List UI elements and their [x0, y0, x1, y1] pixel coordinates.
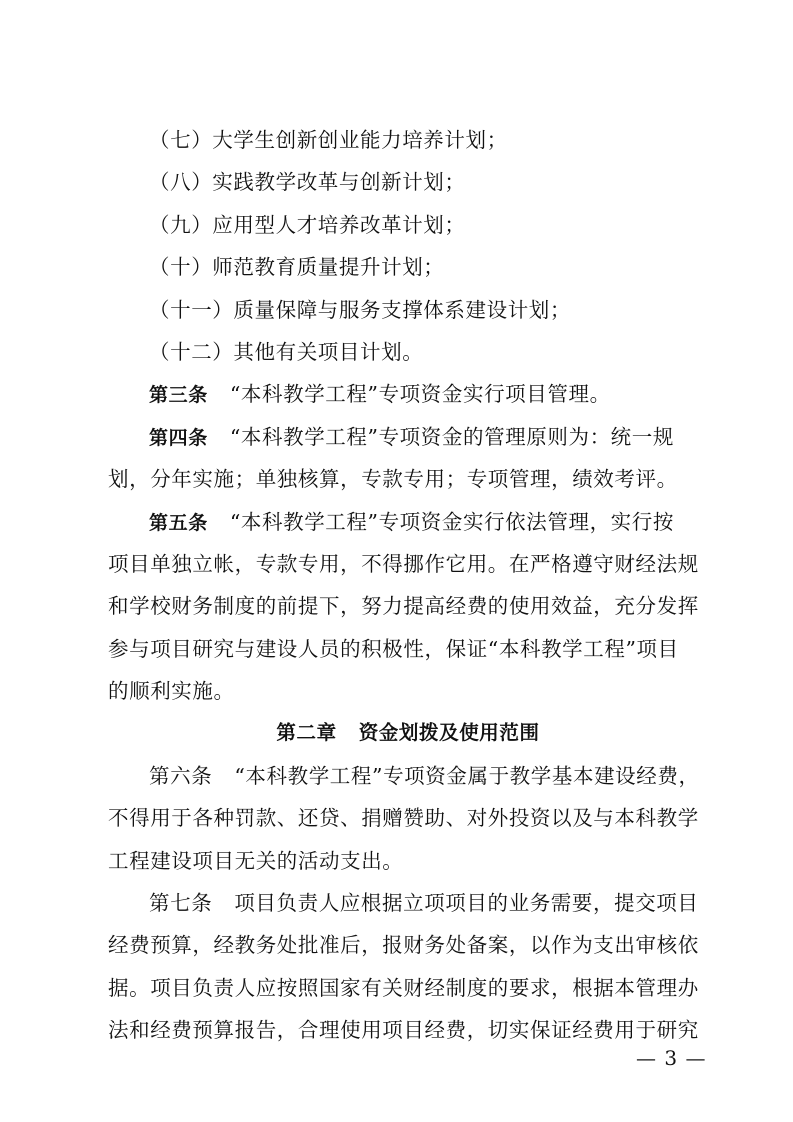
article-text-continued: 项目单独立帐，专款专用，不得挪作它用。在严格遵守财经法规 [108, 551, 699, 576]
article-number: 第三条 [149, 384, 208, 407]
list-item: （十二）其他有关项目计划。 [149, 339, 424, 364]
article-text-continued: 的顺利实施。 [108, 679, 235, 704]
article-text-continued: 经费预算，经教务处批准后，报财务处备案，以作为支出审核依 [108, 933, 699, 958]
article-5 [108, 501, 708, 543]
list-item: （九）应用型人才培养改革计划； [149, 212, 466, 237]
article-text: “本科教学工程”专项资金实行依法管理，实行按 [229, 509, 674, 534]
article-3 [108, 373, 708, 415]
page-number: — 3 — [636, 1046, 707, 1070]
article-number: 第五条 [149, 511, 208, 534]
article-text-continued: 法和经费预算报告，合理使用项目经费，切实保证经费用于研究 [108, 1018, 699, 1043]
article-number: 第六条 [149, 763, 213, 788]
chapter-title: 资金划拨及使用范围 [358, 721, 540, 745]
list-item: （七）大学生创新创业能力培养计划； [149, 128, 508, 152]
article-text: “本科教学工程”专项资金实行项目管理。 [229, 382, 611, 407]
article-text: 项目负责人应根据立项项目的业务需要，提交项目 [234, 891, 699, 916]
article-text-continued: 划，分年实施；单独核算，专款专用；专项管理，绩效考评。 [108, 467, 678, 492]
list-item: （八）实践教学改革与创新计划； [149, 170, 466, 195]
article-number: 第四条 [149, 426, 208, 449]
list-item: （十）师范教育质量提升计划； [149, 255, 445, 280]
chapter-heading [108, 712, 708, 754]
article-text-continued: 工程建设项目无关的活动支出。 [108, 848, 404, 873]
article-text-continued: 参与项目研究与建设人员的积极性，保证“本科教学工程”项目 [108, 636, 679, 661]
chapter-number: 第二章 [276, 721, 337, 745]
article-text-continued: 据。项目负责人应按照国家有关财经制度的要求，根据本管理办 [108, 975, 699, 1000]
article-4 [108, 416, 708, 458]
article-text: “本科教学工程”专项资金属于教学基本建设经费， [234, 763, 700, 788]
article-7 [108, 882, 708, 924]
article-text-continued: 不得用于各种罚款、还贷、捐赠赞助、对外投资以及与本科教学 [108, 806, 699, 831]
article-text: “本科教学工程”专项资金的管理原则为：统一规 [229, 424, 674, 449]
article-text-continued: 和学校财务制度的前提下，努力提高经费的使用效益，充分发挥 [108, 594, 699, 619]
list-item: （十一）质量保障与服务支撑体系建设计划； [149, 297, 571, 322]
document-body [108, 119, 708, 1052]
article-6 [108, 755, 708, 797]
article-number: 第七条 [149, 891, 213, 916]
